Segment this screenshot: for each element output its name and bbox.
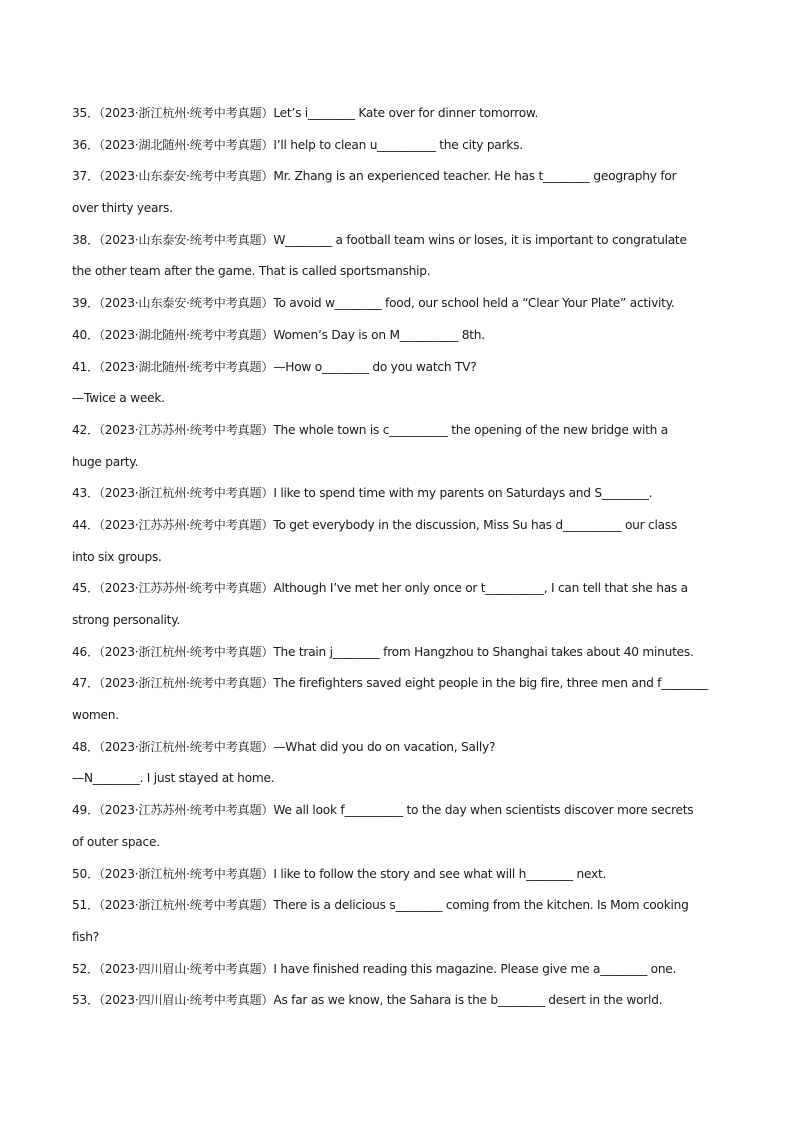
question-line: huge party. xyxy=(72,454,139,469)
question-line: of outer space. xyxy=(72,834,160,849)
question-44 xyxy=(72,510,724,573)
question-39 xyxy=(72,288,724,320)
question-line: 39．（2023·山东泰安·统考中考真题）To avoid w________ food, our school held a “Clear Your Plate” activity. xyxy=(72,296,675,311)
question-line: into six groups. xyxy=(72,549,162,564)
question-line: —Twice a week. xyxy=(72,391,165,406)
question-49 xyxy=(72,795,724,858)
question-line: 43．（2023·浙江杭州·统考中考真题）I like to spend time with my parents on Saturdays and S________. xyxy=(72,486,653,501)
question-line: 51．（2023·浙江杭州·统考中考真题）There is a delicious s________ coming from the kitchen. Is Mom cooking xyxy=(72,898,689,913)
question-40 xyxy=(72,320,724,352)
question-line: 45．（2023·江苏苏州·统考中考真题）Although I’ve met her only once or t__________, I can tell that she has a xyxy=(72,581,688,596)
question-line: 49．（2023·江苏苏州·统考中考真题）We all look f__________ to the day when scientists discover more secrets xyxy=(72,803,694,818)
question-line: 37．（2023·山东泰安·统考中考真题）Mr. Zhang is an experienced teacher. He has t________ geography for xyxy=(72,169,677,184)
question-36 xyxy=(72,130,724,162)
question-line: the other team after the game. That is called sportsmanship. xyxy=(72,264,431,279)
question-43 xyxy=(72,478,724,510)
question-47 xyxy=(72,668,724,731)
question-line: 47．（2023·浙江杭州·统考中考真题）The firefighters saved eight people in the big fire, three men and f________ xyxy=(72,676,708,691)
question-line: 44．（2023·江苏苏州·统考中考真题）To get everybody in the discussion, Miss Su has d__________ our class xyxy=(72,517,678,532)
question-line: strong personality. xyxy=(72,613,181,627)
question-line: 48．（2023·浙江杭州·统考中考真题）—What did you do on vacation, Sally? xyxy=(72,739,496,754)
question-line: women. xyxy=(72,708,119,723)
question-42 xyxy=(72,415,724,478)
question-line: —N________. I just stayed at home. xyxy=(72,771,275,786)
question-line: 52．（2023·四川眉山·统考中考真题）I have finished reading this magazine. Please give me a________ one. xyxy=(72,961,677,976)
question-line: 36．（2023·湖北随州·统考中考真题）I’ll help to clean u__________ the city parks. xyxy=(72,137,523,152)
question-50 xyxy=(72,859,724,891)
question-line: 38．（2023·山东泰安·统考中考真题）W________ a football team wins or loses, it is important to congratulate xyxy=(72,232,687,247)
question-line: 42．（2023·江苏苏州·统考中考真题）The whole town is c__________ the opening of the new bridge with a xyxy=(72,422,668,437)
question-line: 53．（2023·四川眉山·统考中考真题）As far as we know, the Sahara is the b________ desert in the world. xyxy=(72,993,663,1008)
question-line: 40．（2023·湖北随州·统考中考真题）Women’s Day is on M__________ 8th. xyxy=(72,327,485,342)
question-line: over thirty years. xyxy=(72,201,173,216)
question-48 xyxy=(72,732,724,795)
question-35 xyxy=(72,98,724,130)
question-line: 46．（2023·浙江杭州·统考中考真题）The train j________ from Hangzhou to Shanghai takes about 40 minutes. xyxy=(72,644,694,659)
question-51 xyxy=(72,890,724,953)
question-line: 35．（2023·浙江杭州·统考中考真题）Let’s i________ Kate over for dinner tomorrow. xyxy=(72,106,539,120)
question-46 xyxy=(72,637,724,669)
question-38 xyxy=(72,225,724,288)
question-line: fish? xyxy=(72,929,99,944)
question-52 xyxy=(72,954,724,986)
question-line: 41．（2023·湖北随州·统考中考真题）—How o________ do you watch TV? xyxy=(72,359,477,374)
question-37 xyxy=(72,161,724,224)
question-53 xyxy=(72,985,724,1017)
question-line: 50．（2023·浙江杭州·统考中考真题）I like to follow the story and see what will h________ next. xyxy=(72,866,607,881)
question-41 xyxy=(72,352,724,415)
question-45 xyxy=(72,573,724,636)
exercise-page xyxy=(72,98,724,1017)
